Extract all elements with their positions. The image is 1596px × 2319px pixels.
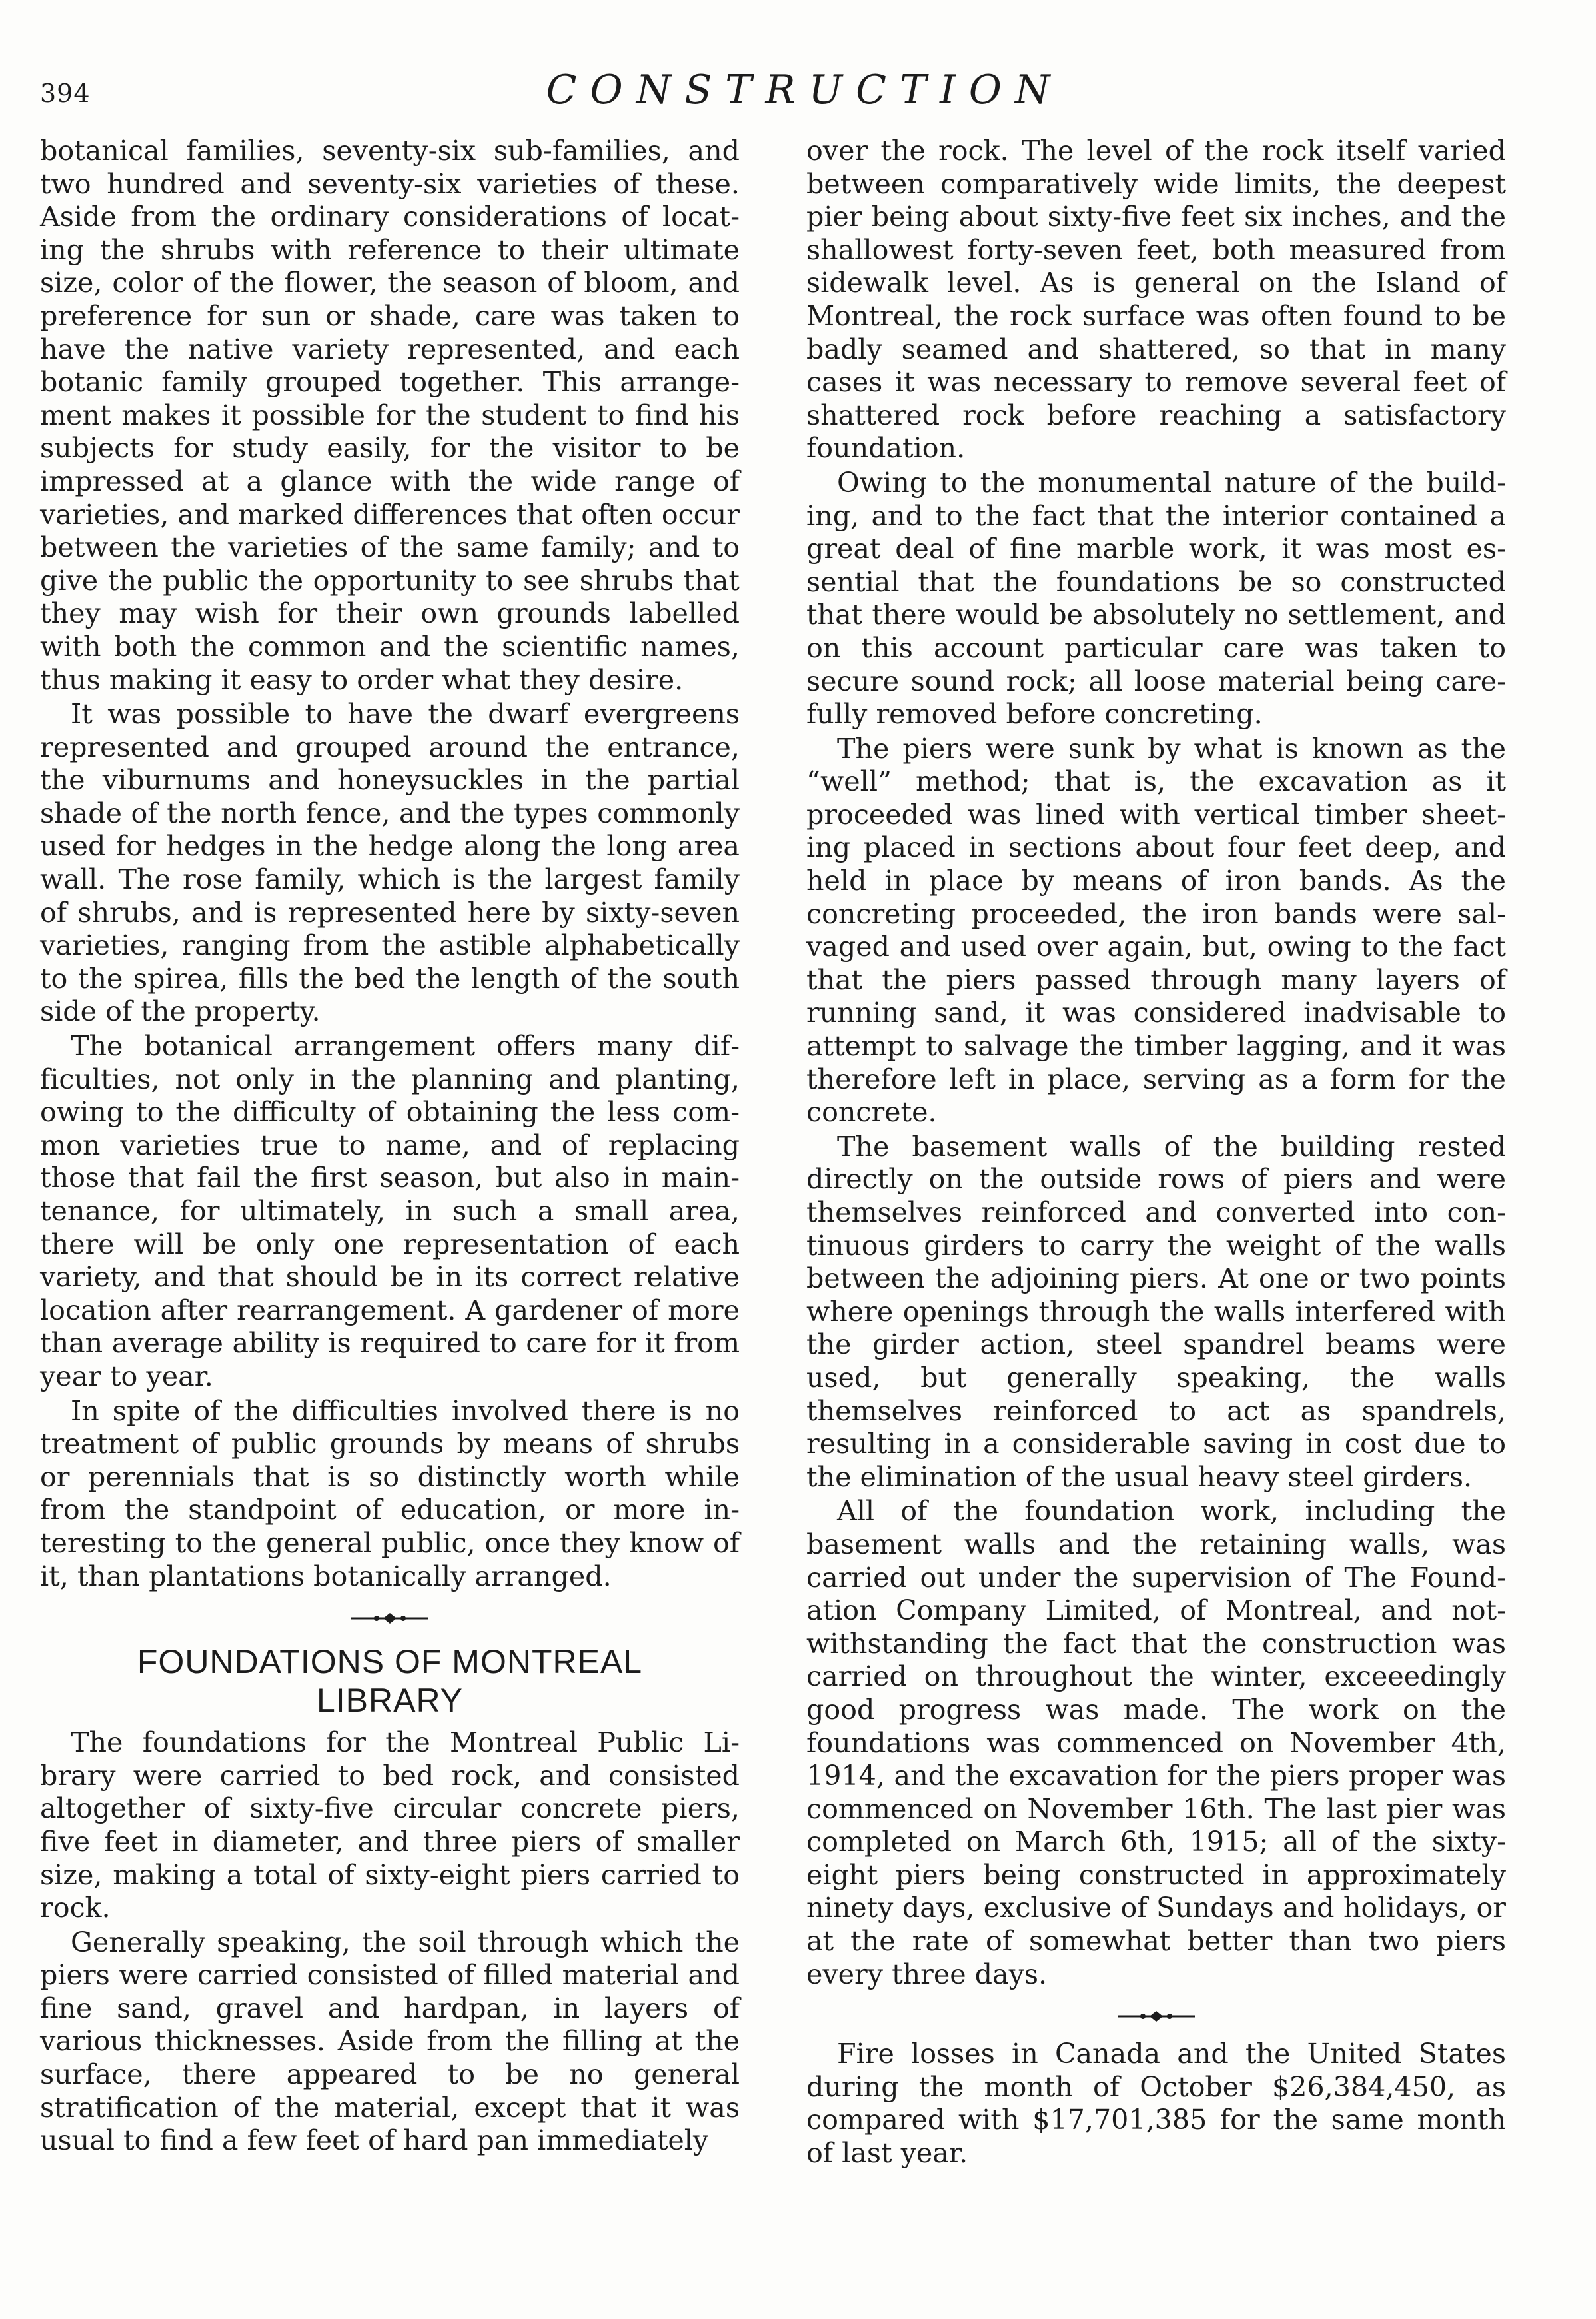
section-divider-ornament — [40, 1600, 740, 1637]
left-column — [40, 135, 740, 2158]
article-heading — [40, 1642, 740, 1720]
right-column — [806, 135, 1506, 2170]
article-heading-line: LIBRARY — [316, 1682, 464, 1720]
paragraph: The basement walls of the building rested directly on the outside rows of piers and were themselves reinforced and converted into continuous girders to carry the weight of the walls between the adjoining piers. At one or two points where openings through the walls interfered with the girder action, steel spandrel beams were used, but generally speaking, the walls themselves reinforced to act as spandrels, resulting in a considerable saving in cost due to the elimination of the usual heavy steel girders. — [806, 1130, 1506, 1493]
diamond-rule-icon — [350, 1612, 430, 1625]
paragraph: botanical families, seventy-six sub-families, and two hundred and seventy-six varieties of these. Aside from the ordinary considerations of locating the shrubs with reference to their ultimate size, color of the flower, the season of bloom, and preference for sun or shade, care was taken to have the native variety represented, and each botanic family grouped together. This arrangement makes it possible for the student to find his subjects for study easily, for the visitor to be impressed at a glance with the wide range of varieties, and marked differences that often occur between the varieties of the same family; and to give the public the opportunity to see shrubs that they may wish for their own grounds labelled with both the common and the scientific names, thus making it easy to order what they desire. — [40, 135, 740, 696]
paragraph: Generally speaking, the soil through which the piers were carried consisted of filled material and fine sand, gravel and hardpan, in layers of various thicknesses. Aside from the filling at the surface, there appeared to be no general stratification of the material, except that it was usual to find a few feet of hard pan immediately — [40, 1926, 740, 2157]
paragraph: The piers were sunk by what is known as the “well” method; that is, the excavation as it proceeded was lined with vertical timber sheeting placed in sections about four feet deep, and held in place by means of iron bands. As the concreting proceeded, the iron bands were salvaged and used over again, but, owing to the fact that the piers passed through many layers of running sand, it was considered inadvisable to attempt to salvage the timber lagging, and it was therefore left in place, serving as a form for the concrete. — [806, 732, 1506, 1129]
running-title: CONSTRUCTION — [546, 67, 1064, 113]
paragraph: The botanical arrangement offers many difficulties, not only in the planning and planting, owing to the difficulty of obtaining the less common varieties true to name, and of replacing those that fail the first season, but also in maintenance, for ultimately, in such a small area, there will be only one representation of each variety, and that should be in its correct relative location after rearrangement. A gardener of more than average ability is required to care for it from year to year. — [40, 1030, 740, 1392]
paragraph: All of the foundation work, including the basement walls and the retaining walls, was carried out under the supervision of The Foundation Company Limited, of Montreal, and notwithstanding the fact that the construction was carried on throughout the winter, exceeedingly good progress was made. The work on the foundations was commenced on November 4th, 1914, and the excavation for the piers proper was commenced on November 16th. The last pier was completed on March 6th, 1915; all of the sixty-eight piers being constructed in approximately ninety days, exclusive of Sundays and holidays, or at the rate of somewhat better than two piers every three days. — [806, 1495, 1506, 1990]
news-note: Fire losses in Canada and the United States during the month of October $26,384,450, as compared with $17,701,385 for the same month of last year. — [806, 2038, 1506, 2170]
section-divider-ornament — [806, 1998, 1506, 2035]
diamond-rule-icon — [1116, 2010, 1196, 2023]
paragraph: Owing to the monumental nature of the building, and to the fact that the interior contained a great deal of fine marble work, it was most essential that the foundations be so constructed that there would be absolutely no settlement, and on this account particular care was taken to secure sound rock; all loose material being carefully removed before concreting. — [806, 466, 1506, 731]
paragraph: In spite of the difficulties involved there is no treatment of public grounds by means of shrubs or perennials that is so distinctly worth while from the standpoint of education, or more interesting to the general public, once they know of it, than plantations botanically arranged. — [40, 1394, 740, 1592]
page-header — [40, 67, 1556, 127]
paragraph: over the rock. The level of the rock itself varied between comparatively wide limits, the deepest pier being about sixty-five feet six inches, and the shallowest forty-seven feet, both measured from sidewalk level. As is general on the Island of Montreal, the rock surface was often found to be badly seamed and shattered, so that in many cases it was necessary to remove several feet of shattered rock before reaching a satisfactory foundation. — [806, 135, 1506, 465]
paragraph: The foundations for the Montreal Public Library were carried to bed rock, and consisted altogether of sixty-five circular concrete piers, five feet in diameter, and three piers of smaller size, making a total of sixty-eight piers carried to rock. — [40, 1726, 740, 1924]
page-number: 394 — [40, 79, 91, 108]
paragraph: It was possible to have the dwarf evergreens represented and grouped around the entrance, the viburnums and honeysuckles in the partial shade of the north fence, and the types commonly used for hedges in the hedge along the long area wall. The rose family, which is the largest family of shrubs, and is represented here by sixty-seven varieties, ranging from the astible alphabetically to the spirea, fills the bed the length of the south side of the property. — [40, 698, 740, 1028]
article-heading-line: FOUNDATIONS OF MONTREAL — [137, 1643, 643, 1681]
